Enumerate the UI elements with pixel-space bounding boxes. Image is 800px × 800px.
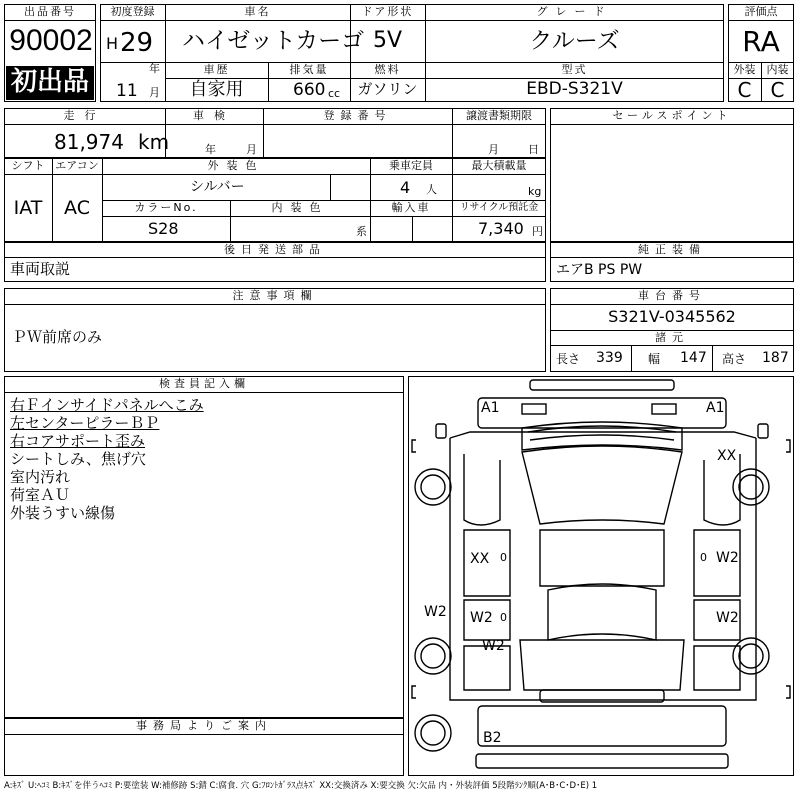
mileage-label: 走行	[63, 109, 106, 122]
chassis-label: 車台番号	[638, 289, 706, 302]
mark-right-rear-panel-w2: W2	[716, 610, 739, 626]
transfer-day-unit: 日	[528, 143, 539, 156]
mark-left-rear-panel-w2: W2	[470, 610, 493, 626]
shift-label: シフト	[11, 159, 45, 172]
color-no-label: カラーNo.	[134, 201, 198, 214]
mark-left-rear-wheel-w2: W2	[424, 604, 447, 620]
interior-color-unit: 系	[356, 225, 367, 238]
inspector-note: 左センターピラーＢＰ	[10, 414, 160, 432]
name-label: 車名	[244, 5, 271, 18]
history-label: 車歴	[203, 63, 230, 76]
recycle-label: リサイクル預託金	[459, 202, 539, 213]
later-parts-value: 車両取説	[10, 260, 71, 278]
inspector-note: 右コアサポート歪み	[10, 432, 146, 450]
mark-front-right: A1	[706, 400, 725, 416]
exterior-color: シルバー	[190, 179, 245, 195]
length-label: 長さ	[556, 352, 581, 366]
height: 187	[762, 350, 789, 366]
capacity: 4	[400, 178, 411, 197]
mark-left-rear-zero: 0	[500, 611, 507, 624]
exterior-grade: C	[737, 78, 752, 102]
exterior-color-label: 外装色	[207, 159, 265, 172]
mark-right-center-zero: 0	[700, 551, 707, 564]
genuine-label: 純正装備	[638, 243, 706, 256]
mark-left-center-zero: 0	[500, 551, 507, 564]
length: 339	[596, 350, 623, 366]
sales-point-label: セールスポイント	[612, 109, 732, 122]
door-type: 5V	[372, 28, 403, 53]
interior-color-label: 内装色	[271, 201, 329, 214]
recycle-unit: 円	[532, 225, 543, 238]
inspection-label: 車検	[193, 109, 235, 122]
caution-label: 注意事項欄	[232, 289, 318, 302]
caution-value: ＰＷ前席のみ	[12, 328, 103, 346]
exterior-label: 外装	[733, 63, 756, 76]
lot-label: 出品番号	[24, 5, 76, 18]
month-unit: 月	[149, 86, 160, 99]
fuel: ガソリン	[357, 80, 418, 98]
fuel-label: 燃料	[374, 63, 401, 76]
capacity-label: 乗車定員	[389, 159, 433, 172]
mark-left-rear-quarter-w2: W2	[482, 638, 505, 654]
import-label: 輸入車	[391, 201, 431, 214]
later-parts-label: 後日発送部品	[224, 243, 326, 256]
grade-label: グレード	[536, 5, 613, 18]
model: EBD-S321V	[526, 79, 623, 99]
inspector-note: 荷室ＡＵ	[10, 486, 71, 504]
inspector-label: 検査員記入欄	[159, 377, 249, 390]
inspector-note: 右Ｆインサイドパネルへこみ	[10, 396, 204, 414]
transfer-label: 譲渡書類期限	[466, 109, 532, 122]
displacement: 660	[293, 80, 326, 100]
score-label: 評価点	[744, 5, 778, 18]
score: RA	[742, 25, 780, 58]
car-name: ハイゼットカーゴ	[182, 28, 365, 54]
inspection-year-unit: 年	[205, 143, 216, 156]
color-no: S28	[148, 219, 179, 238]
history: 自家用	[189, 79, 244, 100]
mark-right-front-panel: XX	[717, 448, 737, 464]
mark-left-center-xx: XX	[470, 551, 490, 567]
ac: AC	[64, 197, 90, 219]
reg-month: 11	[116, 81, 138, 101]
year-unit: 年	[149, 62, 160, 75]
mark-front-left: A1	[481, 400, 500, 416]
mileage: 81,974	[54, 130, 124, 154]
chassis-number: S321V-0345562	[608, 307, 736, 326]
inspector-note: 室内汚れ	[10, 468, 71, 486]
office-label: 事務局よりご案内	[136, 719, 272, 732]
legend: A:ｷｽﾞ U:ﾍｺﾐ B:ｷｽﾞを伴うﾍｺﾐ P:要塗装 W:補修跡 S:錆 C:腐食. 穴 G:ﾌﾛﾝﾄｶﾞﾗｽ点ｷｽﾞ XX:交換済み X:要交換 欠:欠品 内・外装評価 5段階ﾗﾝｸ順(A･B･C･D･E) 1	[4, 781, 598, 791]
reg-era: H	[106, 34, 119, 53]
lot-number: 90002	[9, 24, 93, 57]
max-load-unit: kg	[528, 185, 542, 198]
width-label: 幅	[648, 352, 661, 366]
max-load-label: 最大積載量	[471, 159, 527, 172]
genuine-value: エアB PS PW	[556, 262, 643, 278]
displacement-label: 排気量	[289, 63, 329, 76]
inspection-month-unit: 月	[246, 143, 257, 156]
interior-label: 内装	[766, 63, 789, 76]
first-listing-text: 初出品	[10, 67, 89, 97]
grade: クルーズ	[529, 28, 620, 54]
shift: IAT	[13, 197, 43, 219]
width: 147	[680, 350, 707, 366]
inspector-note: シートしみ、焦げ穴	[10, 450, 146, 468]
reg-number-label: 登録番号	[323, 109, 392, 122]
displacement-unit: cc	[328, 87, 341, 100]
ac-label: エアコン	[55, 159, 99, 172]
interior-grade: C	[770, 78, 785, 102]
model-label: 型式	[561, 63, 588, 76]
transfer-month-unit: 月	[488, 143, 499, 156]
height-label: 高さ	[722, 352, 747, 366]
specs-label: 諸元	[655, 331, 689, 344]
mileage-unit: km	[138, 130, 170, 154]
recycle-fee: 7,340	[478, 219, 524, 238]
capacity-unit: 人	[426, 183, 437, 196]
reg-label: 初度登録	[110, 5, 155, 18]
mark-rear-bumper: B2	[483, 730, 502, 746]
reg-year: 29	[120, 28, 154, 58]
mark-right-center-w2: W2	[716, 550, 739, 566]
inspector-note: 外装うすい線傷	[10, 504, 116, 522]
door-label: ドア形状	[361, 5, 414, 18]
